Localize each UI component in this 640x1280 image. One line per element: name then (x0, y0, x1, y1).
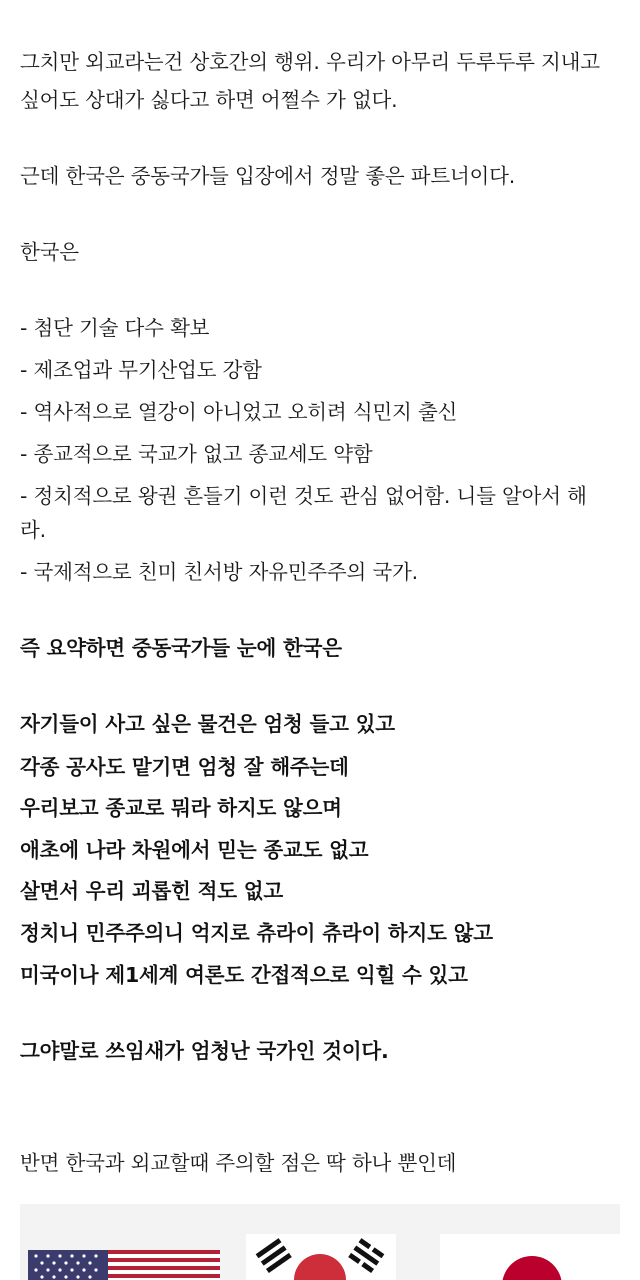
japan-flag-icon (440, 1234, 620, 1280)
list-item: - 종교적으로 국교가 없고 종교세도 약함 (20, 442, 373, 466)
closing-text: 반면 한국과 외교할때 주의할 점은 딱 하나 뿐인데 (20, 1151, 457, 1175)
section-heading: 한국은 (20, 240, 79, 264)
flags-image (20, 1204, 620, 1280)
list-item: - 제조업과 무기산업도 강함 (20, 358, 262, 382)
list-item: - 정치적으로 왕권 흔들기 이런 것도 관심 없어함. 니들 알아서 해 (20, 484, 587, 508)
summary-point: 살면서 우리 괴롭힌 적도 없고 (20, 879, 283, 903)
list-item-continued: 라. (20, 518, 46, 542)
paragraph-line: 근데 한국은 중동국가들 입장에서 정말 좋은 파트너이다. (20, 164, 516, 188)
summary-point: 우리보고 종교로 뭐라 하지도 않으며 (20, 796, 342, 820)
summary-point: 각종 공사도 맡기면 엄청 잘 해주는데 (20, 755, 349, 779)
conclusion-text: 그야말로 쓰임새가 엄청난 국가인 것이다. (20, 1039, 389, 1063)
summary-point: 자기들이 사고 싶은 물건은 엄청 들고 있고 (20, 712, 395, 736)
summary-point: 애초에 나라 차원에서 믿는 종교도 없고 (20, 838, 369, 862)
list-item: - 국제적으로 친미 친서방 자유민주주의 국가. (20, 560, 418, 584)
summary-point: 미국이나 제1세계 여론도 간접적으로 익힐 수 있고 (20, 963, 468, 987)
list-item: - 첨단 기술 다수 확보 (20, 316, 210, 340)
korea-flag-icon (246, 1234, 396, 1280)
list-item: - 역사적으로 열강이 아니었고 오히려 식민지 출신 (20, 400, 458, 424)
summary-point: 정치니 민주주의니 억지로 츄라이 츄라이 하지도 않고 (20, 921, 493, 945)
us-flag-icon (28, 1250, 220, 1280)
paragraph-line: 그치만 외교라는건 상호간의 행위. 우리가 아무리 두루두루 지내고 (20, 50, 600, 74)
summary-heading: 즉 요약하면 중동국가들 눈에 한국은 (20, 636, 342, 660)
paragraph-line: 싶어도 상대가 싫다고 하면 어쩔수 가 없다. (20, 88, 398, 112)
